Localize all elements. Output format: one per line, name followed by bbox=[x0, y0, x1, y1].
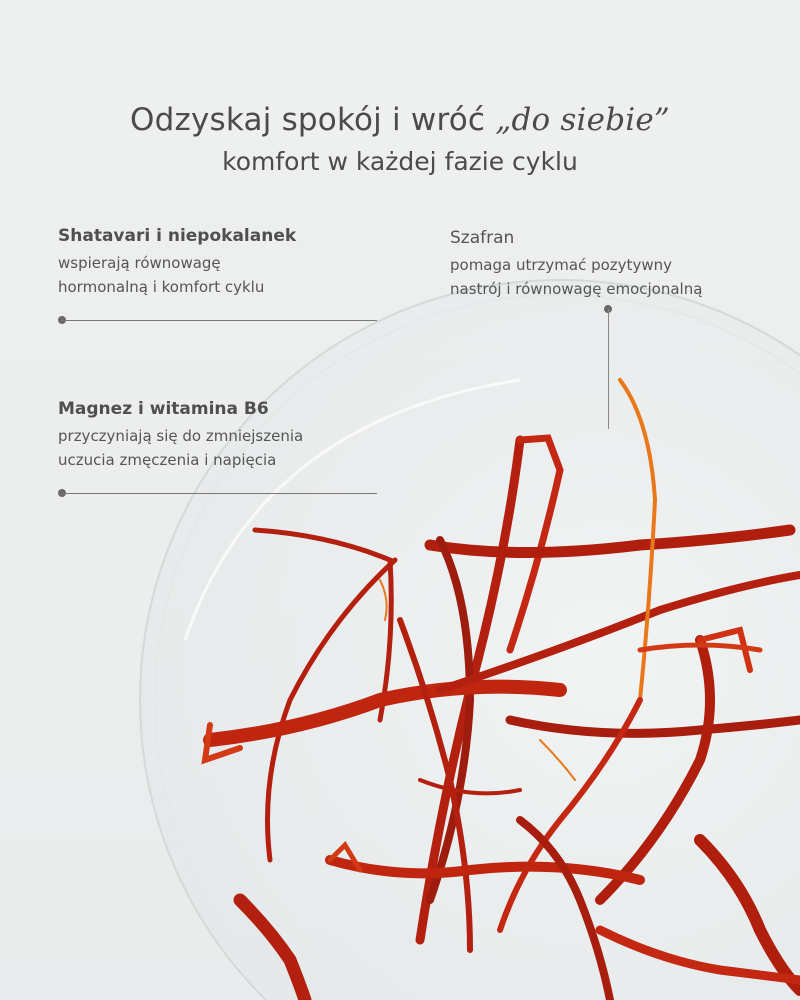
headline-line-2: komfort w każdej fazie cyklu bbox=[222, 147, 578, 176]
connector-line bbox=[62, 493, 377, 494]
headline-prefix: Odzyskaj spokój i wróć bbox=[130, 102, 496, 138]
feature-shatavari bbox=[58, 224, 388, 299]
feature-description-line-1: przyczyniają się do zmniejszenia bbox=[58, 427, 304, 445]
feature-description-line-2: hormonalną i komfort cyklu bbox=[58, 278, 265, 296]
feature-description-line-1: wspierają równowagę bbox=[58, 254, 221, 272]
connector-line bbox=[62, 320, 377, 321]
connector-line-vertical bbox=[608, 309, 609, 429]
feature-szafran bbox=[450, 226, 790, 301]
feature-description-line-2: nastrój i równowagę emocjonalną bbox=[450, 280, 703, 298]
headline-italic-quote: „do siebie” bbox=[495, 102, 670, 138]
feature-title: Magnez i witamina B6 bbox=[58, 399, 269, 419]
feature-description-line-1: pomaga utrzymać pozytywny bbox=[450, 256, 672, 274]
headline-line-1 bbox=[0, 100, 800, 140]
feature-magnez-b6 bbox=[58, 397, 398, 472]
feature-title: Shatavari i niepokalanek bbox=[58, 226, 297, 246]
feature-title: Szafran bbox=[450, 228, 515, 248]
feature-description-line-2: uczucia zmęczenia i napięcia bbox=[58, 451, 277, 469]
headline bbox=[0, 100, 800, 180]
